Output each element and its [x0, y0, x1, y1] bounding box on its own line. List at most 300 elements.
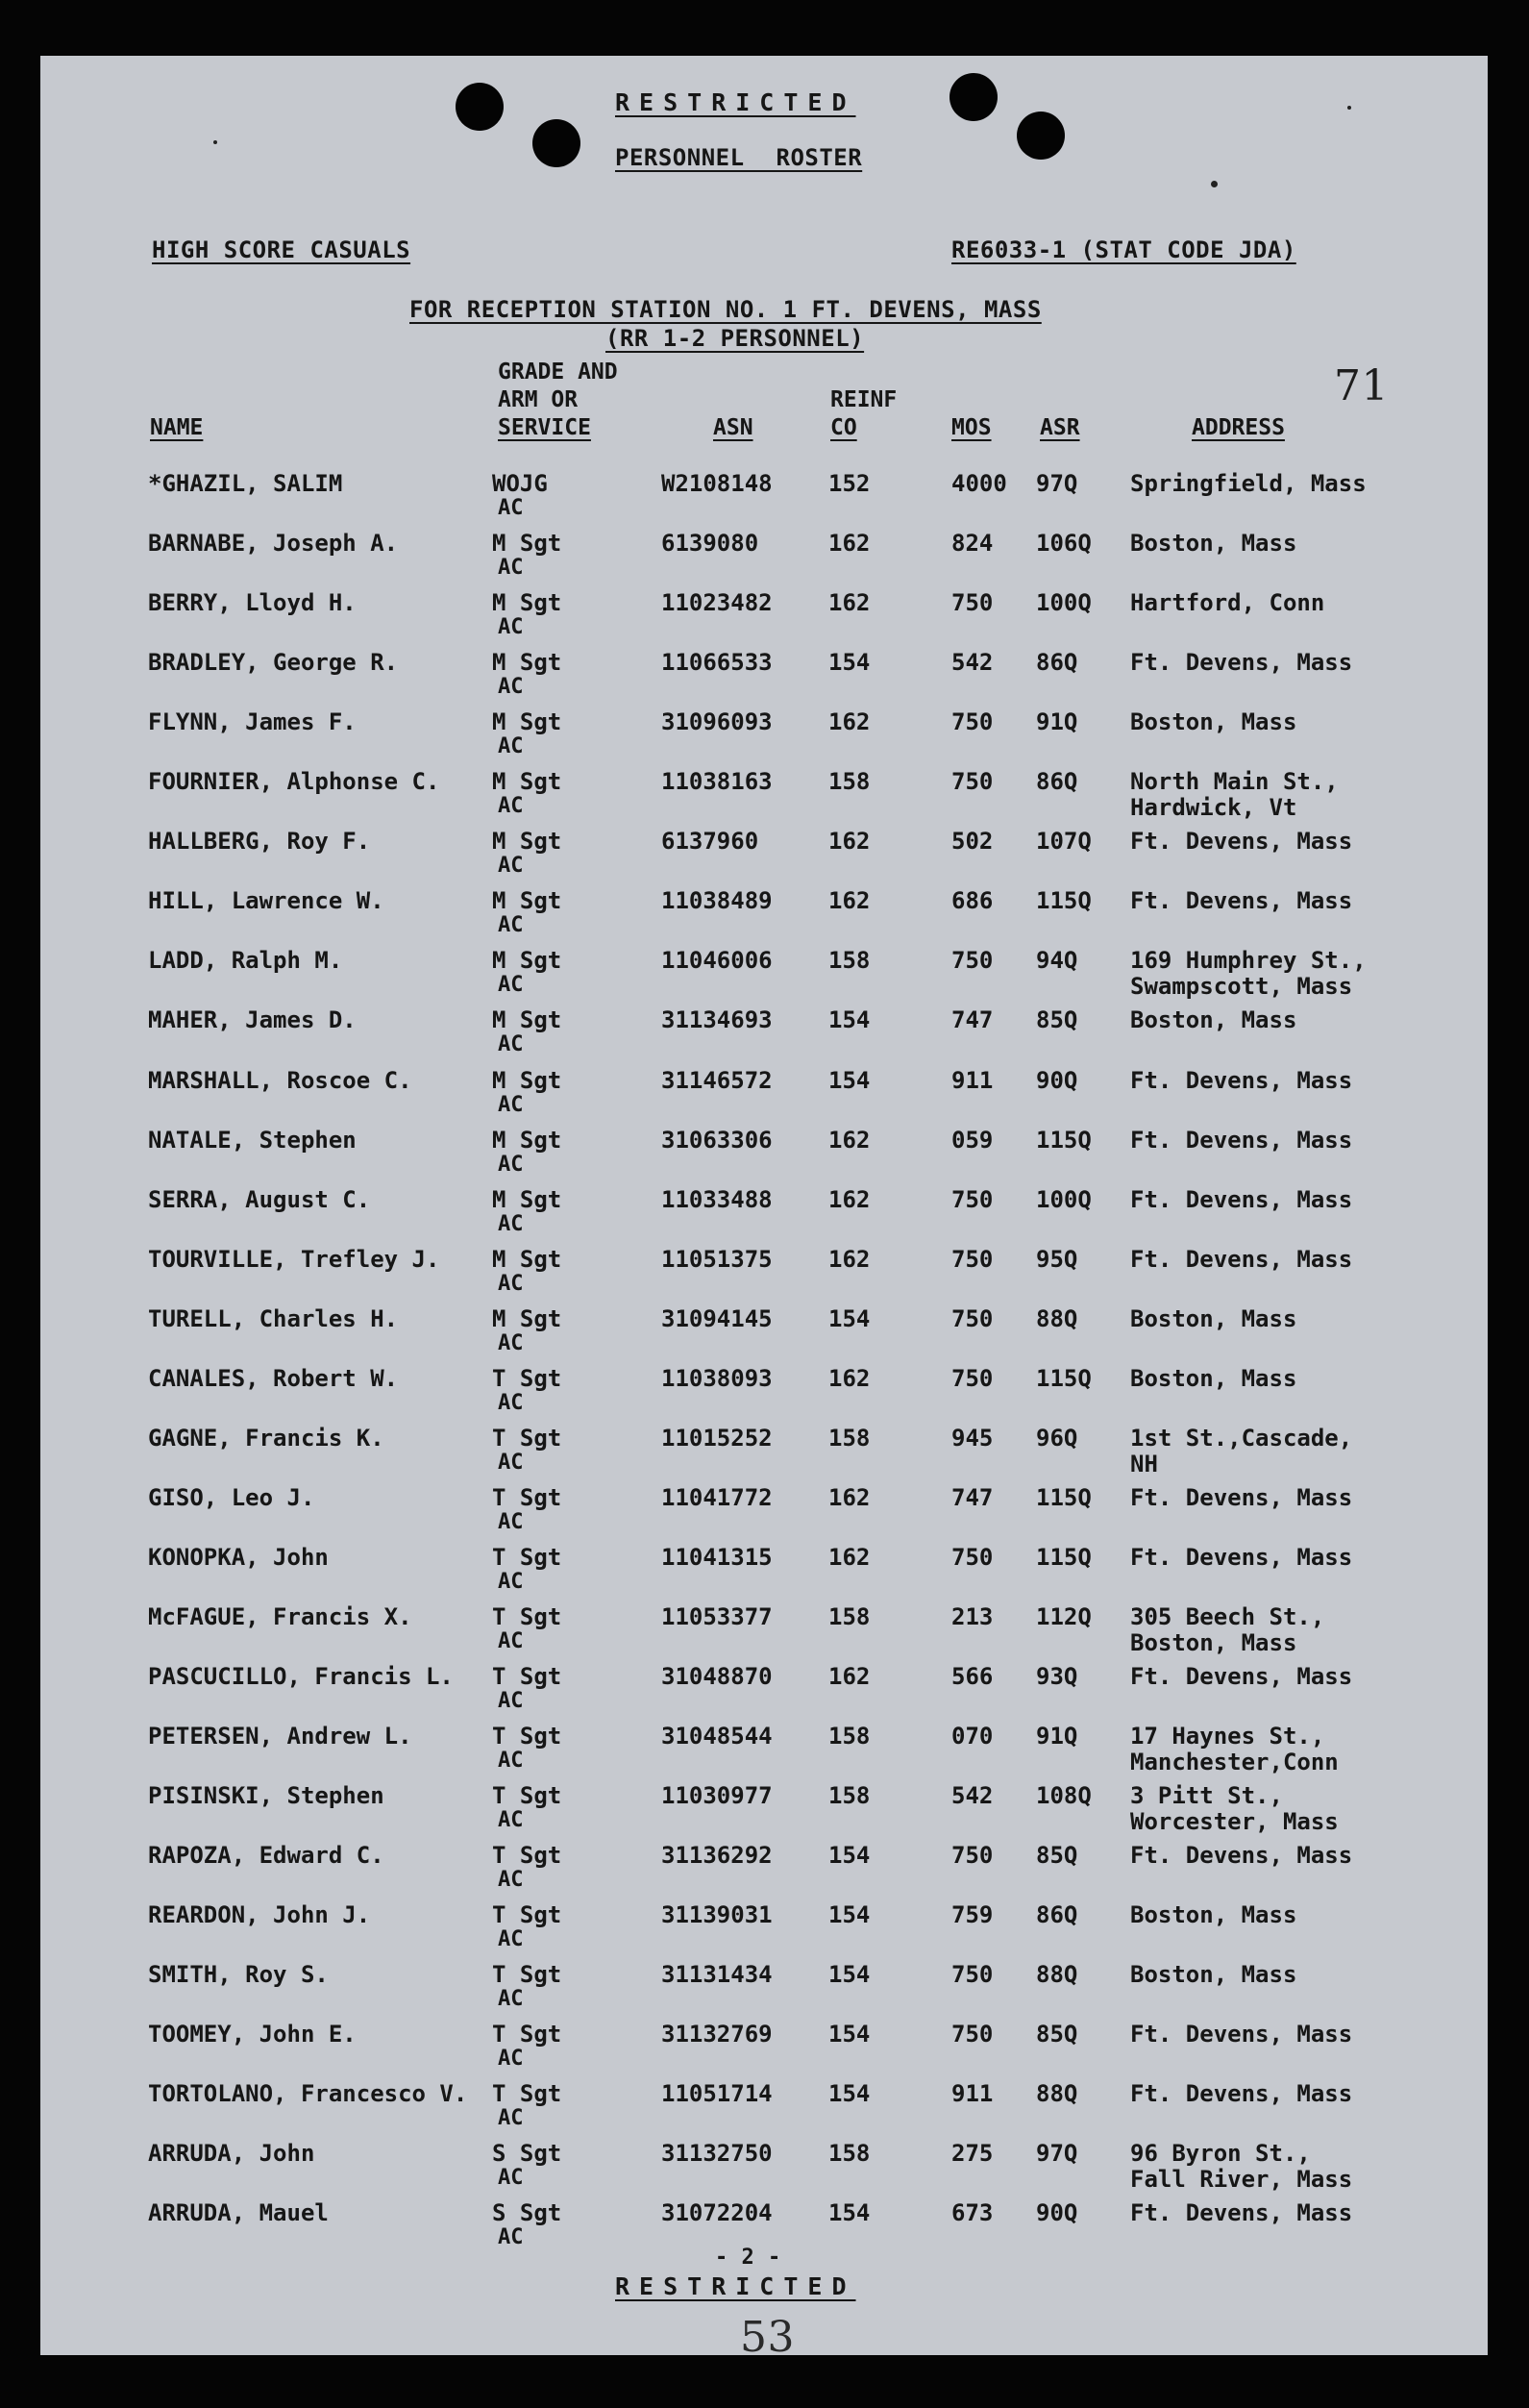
cell-asr: 95Q — [1036, 1245, 1078, 1273]
page-number: - 2 - — [715, 2246, 781, 2270]
table-row — [40, 2139, 1488, 2198]
cell-service: AC — [498, 1927, 524, 1952]
cell-asn: 11051375 — [661, 1245, 773, 1273]
cell-asn: 31094145 — [661, 1304, 773, 1332]
cell-asr: 86Q — [1036, 1901, 1078, 1929]
cell-service: AC — [498, 1868, 524, 1893]
cell-service: AC — [498, 1628, 524, 1653]
document-title: PERSONNEL ROSTER — [615, 144, 863, 171]
cell-service: AC — [498, 2106, 524, 2131]
cell-asr: 86Q — [1036, 649, 1078, 677]
cell-name: HILL, Lawrence W. — [148, 887, 384, 915]
cell-asr: 88Q — [1036, 1961, 1078, 1989]
table-row — [40, 2020, 1488, 2079]
cell-reinf-co: 158 — [828, 947, 871, 975]
cell-asr: 97Q — [1036, 2140, 1078, 2168]
cell-address-line2: Worcester, Mass — [1130, 1808, 1339, 1836]
cell-mos: 750 — [951, 1961, 994, 1989]
handwritten-annotation: 71 — [1334, 361, 1389, 410]
cell-address: Ft. Devens, Mass — [1130, 1842, 1353, 1870]
cell-asn: 11053377 — [661, 1602, 773, 1630]
table-row — [40, 1960, 1488, 2020]
cell-name: FOURNIER, Alphonse C. — [148, 768, 440, 796]
cell-address: 17 Haynes St., — [1130, 1723, 1325, 1750]
cell-reinf-co: 158 — [828, 1424, 871, 1452]
cell-address: Ft. Devens, Mass — [1130, 1185, 1353, 1213]
cell-address: 1st St.,Cascade, — [1130, 1424, 1353, 1452]
table-row — [40, 827, 1488, 886]
cell-reinf-co: 162 — [828, 887, 871, 915]
cell-name: TOURVILLE, Trefley J. — [148, 1245, 440, 1273]
cell-reinf-co: 162 — [828, 1483, 871, 1511]
cell-reinf-co: 158 — [828, 2140, 871, 2168]
cell-name: PISINSKI, Stephen — [148, 1782, 384, 1810]
cell-mos: 4000 — [951, 470, 1007, 497]
cell-service: AC — [498, 1271, 524, 1296]
cell-asn: 31146572 — [661, 1066, 773, 1094]
cell-mos: 911 — [951, 2080, 994, 2108]
cell-reinf-co: 162 — [828, 828, 871, 856]
table-row — [40, 1185, 1488, 1245]
cell-mos: 747 — [951, 1006, 994, 1034]
table-row — [40, 1424, 1488, 1483]
cell-reinf-co: 154 — [828, 2199, 871, 2227]
table-row — [40, 1066, 1488, 1126]
cell-grade: M Sgt — [492, 768, 562, 796]
cell-asn: 31136292 — [661, 1842, 773, 1870]
cell-asr: 90Q — [1036, 2199, 1078, 2227]
col-header-asr: ASR — [1040, 415, 1080, 440]
cell-grade: T Sgt — [492, 2021, 562, 2048]
cell-grade: T Sgt — [492, 1723, 562, 1750]
cell-service: AC — [498, 1749, 524, 1774]
cell-service: AC — [498, 675, 524, 700]
cell-asn: 31139031 — [661, 1901, 773, 1929]
cell-reinf-co: 162 — [828, 708, 871, 736]
cell-reinf-co: 154 — [828, 2080, 871, 2108]
cell-address: Ft. Devens, Mass — [1130, 1126, 1353, 1154]
cell-service: AC — [498, 1211, 524, 1236]
table-row — [40, 1483, 1488, 1543]
table-row — [40, 2079, 1488, 2139]
cell-asr: 93Q — [1036, 1663, 1078, 1690]
cell-grade: M Sgt — [492, 1066, 562, 1094]
cell-service: AC — [498, 1987, 524, 2012]
reference-code: RE6033-1 (STAT CODE JDA) — [951, 236, 1296, 263]
punch-hole-4 — [1017, 112, 1065, 160]
cell-asr: 115Q — [1036, 1543, 1092, 1571]
cell-name: SERRA, August C. — [148, 1185, 371, 1213]
cell-service: AC — [498, 2047, 524, 2072]
cell-mos: 275 — [951, 2140, 994, 2168]
cell-reinf-co: 154 — [828, 1066, 871, 1094]
cell-service: AC — [498, 1092, 524, 1117]
cell-grade: T Sgt — [492, 1543, 562, 1571]
cell-reinf-co: 154 — [828, 1304, 871, 1332]
table-row — [40, 1005, 1488, 1065]
cell-address: 305 Beech St., — [1130, 1602, 1325, 1630]
cell-address: Ft. Devens, Mass — [1130, 1245, 1353, 1273]
paper-speck — [213, 140, 217, 144]
cell-grade: T Sgt — [492, 1483, 562, 1511]
cell-service: AC — [498, 913, 524, 938]
cell-asn: 31132769 — [661, 2021, 773, 2048]
cell-mos: 747 — [951, 1483, 994, 1511]
cell-name: CANALES, Robert W. — [148, 1364, 399, 1392]
cell-address: North Main St., — [1130, 768, 1339, 796]
cell-name: PETERSEN, Andrew L. — [148, 1723, 412, 1750]
table-row — [40, 1781, 1488, 1841]
cell-asn: 31063306 — [661, 1126, 773, 1154]
cell-address-line2: NH — [1130, 1450, 1158, 1477]
cell-address: Ft. Devens, Mass — [1130, 828, 1353, 856]
cell-address: Ft. Devens, Mass — [1130, 887, 1353, 915]
table-row — [40, 1662, 1488, 1722]
cell-mos: 070 — [951, 1723, 994, 1750]
cell-asn: 11046006 — [661, 947, 773, 975]
cell-asn: 11066533 — [661, 649, 773, 677]
col-header-co-2: CO — [830, 415, 857, 440]
cell-name: GAGNE, Francis K. — [148, 1424, 384, 1452]
col-header-mos: MOS — [951, 415, 992, 440]
classification-bottom: RESTRICTED — [615, 2272, 856, 2300]
table-row — [40, 1841, 1488, 1900]
cell-address-line2: Manchester,Conn — [1130, 1749, 1339, 1776]
cell-asn: 31096093 — [661, 708, 773, 736]
cell-reinf-co: 154 — [828, 2021, 871, 2048]
cell-grade: M Sgt — [492, 887, 562, 915]
cell-asn: 31134693 — [661, 1006, 773, 1034]
cell-address: Boston, Mass — [1130, 1304, 1297, 1332]
cell-mos: 213 — [951, 1602, 994, 1630]
cell-mos: 566 — [951, 1663, 994, 1690]
col-header-grade-3: SERVICE — [498, 415, 591, 440]
cell-service: AC — [498, 1152, 524, 1177]
table-row — [40, 1126, 1488, 1185]
cell-grade: M Sgt — [492, 1126, 562, 1154]
cell-mos: 750 — [951, 947, 994, 975]
cell-address: Boston, Mass — [1130, 1961, 1297, 1989]
cell-grade: M Sgt — [492, 1006, 562, 1034]
cell-reinf-co: 154 — [828, 1961, 871, 1989]
table-row — [40, 886, 1488, 946]
handwritten-page-number: 53 — [740, 2313, 795, 2362]
cell-grade: S Sgt — [492, 2199, 562, 2227]
cell-reinf-co: 162 — [828, 1543, 871, 1571]
cell-asr: 96Q — [1036, 1424, 1078, 1452]
cell-asr: 97Q — [1036, 470, 1078, 497]
cell-reinf-co: 154 — [828, 649, 871, 677]
cell-grade: T Sgt — [492, 1782, 562, 1810]
cell-mos: 686 — [951, 887, 994, 915]
cell-reinf-co: 162 — [828, 1126, 871, 1154]
col-header-name: NAME — [150, 415, 204, 440]
cell-reinf-co: 154 — [828, 1901, 871, 1929]
cell-asn: 11033488 — [661, 1185, 773, 1213]
cell-grade: M Sgt — [492, 1304, 562, 1332]
cell-grade: T Sgt — [492, 1364, 562, 1392]
cell-grade: T Sgt — [492, 1901, 562, 1929]
col-header-grade-2: ARM OR — [498, 387, 579, 412]
punch-hole-2 — [532, 119, 580, 167]
cell-name: ARRUDA, John — [148, 2140, 315, 2168]
cell-name: REARDON, John J. — [148, 1901, 371, 1929]
cell-asn: 31072204 — [661, 2199, 773, 2227]
cell-grade: T Sgt — [492, 1961, 562, 1989]
cell-name: PASCUCILLO, Francis L. — [148, 1663, 454, 1690]
cell-asr: 106Q — [1036, 530, 1092, 558]
cell-address: Hartford, Conn — [1130, 589, 1325, 617]
cell-service: AC — [498, 1330, 524, 1355]
cell-grade: M Sgt — [492, 649, 562, 677]
cell-name: NATALE, Stephen — [148, 1126, 357, 1154]
cell-name: BERRY, Lloyd H. — [148, 589, 357, 617]
cell-asn: 11041772 — [661, 1483, 773, 1511]
cell-mos: 750 — [951, 1304, 994, 1332]
table-row — [40, 588, 1488, 648]
cell-address-line2: Swampscott, Mass — [1130, 973, 1353, 1001]
cell-address: Ft. Devens, Mass — [1130, 1543, 1353, 1571]
cell-grade: M Sgt — [492, 589, 562, 617]
cell-address: Boston, Mass — [1130, 708, 1297, 736]
cell-asn: 31131434 — [661, 1961, 773, 1989]
cell-mos: 542 — [951, 1782, 994, 1810]
cell-service: AC — [498, 794, 524, 819]
cell-service: AC — [498, 734, 524, 759]
cell-asr: 100Q — [1036, 1185, 1092, 1213]
cell-asn: 11023482 — [661, 589, 773, 617]
cell-address: Ft. Devens, Mass — [1130, 2080, 1353, 2108]
cell-mos: 945 — [951, 1424, 994, 1452]
cell-address: Ft. Devens, Mass — [1130, 649, 1353, 677]
cell-service: AC — [498, 2166, 524, 2191]
cell-service: AC — [498, 2225, 524, 2250]
cell-grade: WOJG — [492, 470, 548, 497]
cell-address: Ft. Devens, Mass — [1130, 1483, 1353, 1511]
cell-asn: 11051714 — [661, 2080, 773, 2108]
table-row — [40, 1364, 1488, 1424]
cell-reinf-co: 154 — [828, 1006, 871, 1034]
cell-address-line2: Hardwick, Vt — [1130, 794, 1297, 822]
cell-grade: T Sgt — [492, 1424, 562, 1452]
cell-reinf-co: 158 — [828, 1723, 871, 1750]
cell-grade: M Sgt — [492, 1185, 562, 1213]
cell-asr: 85Q — [1036, 1842, 1078, 1870]
cell-service: AC — [498, 854, 524, 879]
cell-asn: 11015252 — [661, 1424, 773, 1452]
cell-reinf-co: 158 — [828, 1782, 871, 1810]
cell-service: AC — [498, 556, 524, 581]
table-row — [40, 1304, 1488, 1364]
cell-asn: 31132750 — [661, 2140, 773, 2168]
cell-grade: M Sgt — [492, 1245, 562, 1273]
cell-mos: 673 — [951, 2199, 994, 2227]
document-page — [40, 56, 1488, 2362]
cell-asn: 11041315 — [661, 1543, 773, 1571]
cell-mos: 824 — [951, 530, 994, 558]
cell-asr: 85Q — [1036, 1006, 1078, 1034]
cell-mos: 750 — [951, 1245, 994, 1273]
cell-asr: 85Q — [1036, 2021, 1078, 2048]
cell-name: MAHER, James D. — [148, 1006, 357, 1034]
cell-asr: 88Q — [1036, 2080, 1078, 2108]
cell-asn: 11038489 — [661, 887, 773, 915]
cell-address: Springfield, Mass — [1130, 470, 1367, 497]
cell-asr: 90Q — [1036, 1066, 1078, 1094]
cell-service: AC — [498, 496, 524, 520]
cell-service: AC — [498, 1032, 524, 1057]
table-row — [40, 529, 1488, 588]
cell-address: Ft. Devens, Mass — [1130, 2199, 1353, 2227]
cell-mos: 911 — [951, 1066, 994, 1094]
punch-hole-1 — [456, 83, 504, 131]
cell-reinf-co: 162 — [828, 1245, 871, 1273]
col-header-address: ADDRESS — [1192, 415, 1285, 440]
cell-asr: 108Q — [1036, 1782, 1092, 1810]
cell-mos: 750 — [951, 1364, 994, 1392]
cell-reinf-co: 158 — [828, 1602, 871, 1630]
cell-grade: M Sgt — [492, 530, 562, 558]
cell-mos: 750 — [951, 1842, 994, 1870]
cell-asr: 115Q — [1036, 1364, 1092, 1392]
cell-asr: 100Q — [1036, 589, 1092, 617]
cell-address: Boston, Mass — [1130, 1006, 1297, 1034]
cell-reinf-co: 162 — [828, 1185, 871, 1213]
cell-grade: S Sgt — [492, 2140, 562, 2168]
cell-asn: 11030977 — [661, 1782, 773, 1810]
cell-mos: 542 — [951, 649, 994, 677]
cell-address: Ft. Devens, Mass — [1130, 2021, 1353, 2048]
cell-name: *GHAZIL, SALIM — [148, 470, 343, 497]
cell-reinf-co: 162 — [828, 530, 871, 558]
cell-service: AC — [498, 973, 524, 998]
cell-service: AC — [498, 1569, 524, 1594]
cell-address-line2: Fall River, Mass — [1130, 2166, 1353, 2194]
cell-name: MARSHALL, Roscoe C. — [148, 1066, 412, 1094]
table-row — [40, 1602, 1488, 1662]
cell-name: RAPOZA, Edward C. — [148, 1842, 384, 1870]
cell-reinf-co: 162 — [828, 1364, 871, 1392]
cell-grade: T Sgt — [492, 1842, 562, 1870]
cell-reinf-co: 158 — [828, 768, 871, 796]
cell-address: 3 Pitt St., — [1130, 1782, 1283, 1810]
col-header-asn: ASN — [713, 415, 753, 440]
cell-reinf-co: 162 — [828, 589, 871, 617]
col-header-co-1: REINF — [830, 387, 898, 412]
cell-asr: 91Q — [1036, 708, 1078, 736]
cell-address: 169 Humphrey St., — [1130, 947, 1367, 975]
table-row — [40, 1900, 1488, 1960]
table-row — [40, 1543, 1488, 1602]
table-row — [40, 767, 1488, 827]
table-row — [40, 469, 1488, 529]
cell-address: Boston, Mass — [1130, 1364, 1297, 1392]
cell-name: TURELL, Charles H. — [148, 1304, 399, 1332]
cell-grade: M Sgt — [492, 947, 562, 975]
sub-destination: (RR 1-2 PERSONNEL) — [605, 325, 865, 352]
cell-name: LADD, Ralph M. — [148, 947, 343, 975]
cell-mos: 502 — [951, 828, 994, 856]
cell-grade: T Sgt — [492, 1602, 562, 1630]
cell-asn: 31048870 — [661, 1663, 773, 1690]
cell-asn: 6137960 — [661, 828, 759, 856]
col-header-grade-1: GRADE AND — [498, 360, 618, 385]
cell-name: HALLBERG, Roy F. — [148, 828, 371, 856]
cell-mos: 750 — [951, 1185, 994, 1213]
cell-asn: 31048544 — [661, 1723, 773, 1750]
cell-address: Ft. Devens, Mass — [1130, 1663, 1353, 1690]
table-row — [40, 1722, 1488, 1781]
cell-address: Ft. Devens, Mass — [1130, 1066, 1353, 1094]
cell-asr: 115Q — [1036, 1126, 1092, 1154]
cell-grade: M Sgt — [492, 828, 562, 856]
cell-reinf-co: 152 — [828, 470, 871, 497]
cell-asr: 107Q — [1036, 828, 1092, 856]
cell-address: 96 Byron St., — [1130, 2140, 1311, 2168]
destination-line: FOR RECEPTION STATION NO. 1 FT. DEVENS, MASS — [409, 296, 1042, 323]
cell-service: AC — [498, 615, 524, 640]
cell-asr: 94Q — [1036, 947, 1078, 975]
table-row — [40, 648, 1488, 708]
cell-mos: 750 — [951, 708, 994, 736]
punch-hole-3 — [949, 73, 998, 121]
cell-service: AC — [498, 1689, 524, 1713]
cell-name: McFAGUE, Francis X. — [148, 1602, 412, 1630]
cell-name: KONOPKA, John — [148, 1543, 329, 1571]
cell-reinf-co: 162 — [828, 1663, 871, 1690]
cell-mos: 750 — [951, 589, 994, 617]
cell-service: AC — [498, 1808, 524, 1833]
cell-asr: 91Q — [1036, 1723, 1078, 1750]
cell-grade: M Sgt — [492, 708, 562, 736]
cell-mos: 750 — [951, 2021, 994, 2048]
cell-grade: T Sgt — [492, 1663, 562, 1690]
cell-name: BRADLEY, George R. — [148, 649, 399, 677]
cell-asn: 11038163 — [661, 768, 773, 796]
cell-name: ARRUDA, Mauel — [148, 2199, 329, 2227]
cell-service: AC — [498, 1390, 524, 1415]
paper-speck — [1347, 106, 1351, 110]
classification-top: RESTRICTED — [615, 88, 856, 116]
cell-mos: 059 — [951, 1126, 994, 1154]
cell-mos: 750 — [951, 768, 994, 796]
cell-asn: W2108148 — [661, 470, 773, 497]
table-row — [40, 708, 1488, 767]
cell-mos: 759 — [951, 1901, 994, 1929]
cell-asr: 115Q — [1036, 887, 1092, 915]
cell-address: Boston, Mass — [1130, 530, 1297, 558]
cell-name: SMITH, Roy S. — [148, 1961, 329, 1989]
cell-grade: T Sgt — [492, 2080, 562, 2108]
paper-speck — [1211, 181, 1218, 187]
cell-name: BARNABE, Joseph A. — [148, 530, 399, 558]
cell-asr: 112Q — [1036, 1602, 1092, 1630]
cell-reinf-co: 154 — [828, 1842, 871, 1870]
cell-service: AC — [498, 1450, 524, 1475]
cell-asn: 11038093 — [661, 1364, 773, 1392]
cell-address-line2: Boston, Mass — [1130, 1628, 1297, 1656]
table-row — [40, 946, 1488, 1005]
cell-name: TORTOLANO, Francesco V. — [148, 2080, 468, 2108]
cell-name: FLYNN, James F. — [148, 708, 357, 736]
cell-service: AC — [498, 1509, 524, 1534]
cell-mos: 750 — [951, 1543, 994, 1571]
cell-asr: 88Q — [1036, 1304, 1078, 1332]
group-title: HIGH SCORE CASUALS — [152, 236, 411, 263]
cell-name: TOOMEY, John E. — [148, 2021, 357, 2048]
cell-asr: 86Q — [1036, 768, 1078, 796]
cell-asr: 115Q — [1036, 1483, 1092, 1511]
